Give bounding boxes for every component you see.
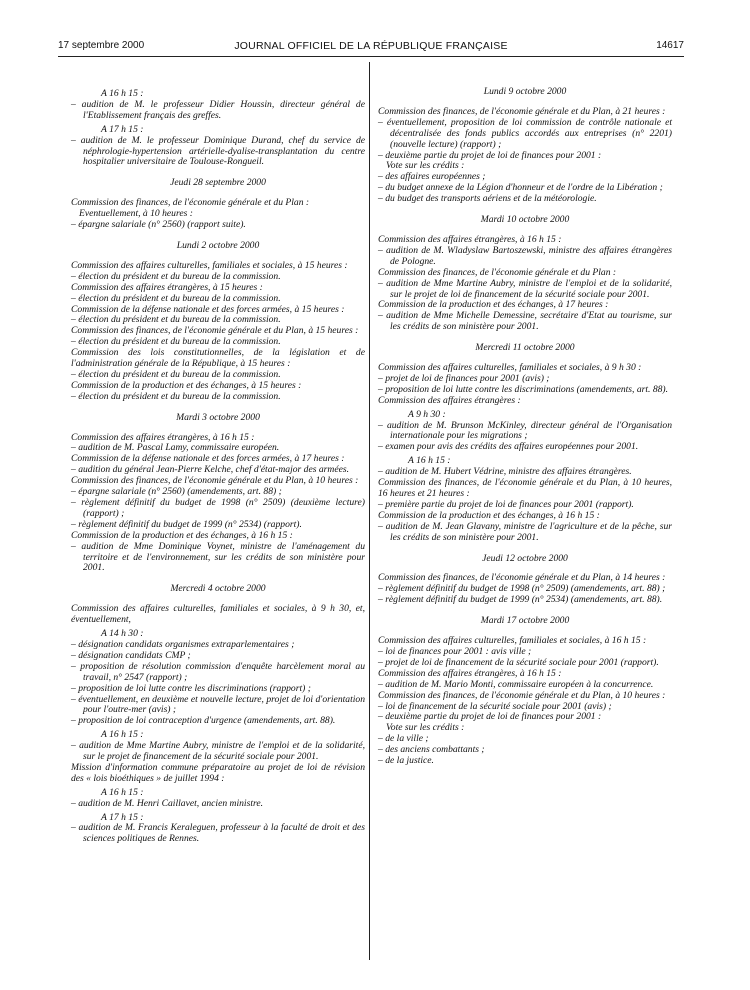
issue-date: 17 septembre 2000 bbox=[58, 40, 145, 51]
committee-heading: Commission de la production et des échanges, à 16 h 15 : bbox=[71, 529, 293, 541]
agenda-item: – audition du général Jean-Pierre Kelche, chef d'état-major des armées. bbox=[71, 464, 349, 476]
committee-heading: Commission des affaires culturelles, familiales et sociales, à 16 h 15 : bbox=[378, 635, 647, 647]
agenda-item: – deuxième partie du projet de loi de finances pour 2001 : bbox=[378, 149, 602, 161]
time-slot: A 16 h 15 : bbox=[101, 88, 144, 99]
agenda-item: – proposition de loi lutte contre les discriminations (rapport) ; bbox=[71, 682, 311, 694]
left-column bbox=[71, 86, 365, 845]
committee-heading: Commission des finances, de l'économie générale et du Plan, à 15 heures : bbox=[71, 325, 359, 337]
agenda-item: – des anciens combattants ; bbox=[378, 744, 485, 756]
committee-heading: Commission des finances, de l'économie générale et du Plan, à 14 heures : bbox=[378, 572, 666, 584]
agenda-item: – audition de Mme Martine Aubry, ministre de l'emploi et de la solidarité, sur le projet de loi de financement de la sécurité sociale pour 2001. bbox=[378, 277, 672, 300]
agenda-item: – audition de M. le professeur Dominique Durand, chef du service de néphrologie-hypertension artérielle-dyalise-transplantation du centre hospitalier universitaire de Toulouse-Rongueil. bbox=[71, 134, 365, 168]
session-date-heading: Jeudi 28 septembre 2000 bbox=[170, 177, 266, 189]
agenda-item: – règlement définitif du budget de 1998 (n° 2509) (deuxième lecture) (rapport) ; bbox=[71, 497, 365, 519]
session-date-heading: Lundi 2 octobre 2000 bbox=[176, 239, 260, 251]
agenda-item: – audition de M. Brunson McKinley, directeur général de l'Organisation internationale pour les migrations ; bbox=[378, 419, 672, 442]
agenda-item: – audition de M. Jean Glavany, ministre de l'agriculture et de la pêche, sur les crédits de son ministère pour 2001. bbox=[378, 520, 672, 543]
agenda-item: – élection du président et du bureau de la commission. bbox=[71, 292, 281, 304]
committee-heading: Commission des finances, de l'économie générale et du Plan, à 10 heures : bbox=[378, 689, 666, 701]
time-slot: A 17 h 15 : bbox=[101, 811, 144, 823]
agenda-item: – audition de M. Wladyslaw Bartoszewski, ministre des affaires étrangères de Pologne. bbox=[378, 244, 672, 267]
right-column bbox=[378, 87, 672, 767]
agenda-item: – éventuellement, en deuxième et nouvelle lecture, projet de loi d'orientation pour l'outre-mer (avis) ; bbox=[71, 693, 365, 716]
agenda-item: – élection du président et du bureau de la commission. bbox=[71, 314, 281, 326]
running-header bbox=[58, 40, 684, 54]
committee-heading: Commission de la production et des échanges, à 16 h 15 : bbox=[378, 509, 600, 521]
committee-heading: Commission des affaires étrangères, à 16 h 15 : bbox=[378, 667, 562, 679]
committee-heading: Commission des finances, de l'économie générale et du Plan, à 21 heures : bbox=[378, 105, 666, 117]
time-slot: A 17 h 15 : bbox=[101, 123, 144, 135]
committee-heading: Commission des lois constitutionnelles, de la législation et de l'administration générale de la République, à 15 heures : bbox=[71, 347, 365, 370]
agenda-item: – proposition de loi contraception d'urgence (amendements, art. 88). bbox=[71, 715, 336, 727]
agenda-note: Vote sur les crédits : bbox=[386, 160, 465, 172]
agenda-item: – règlement définitif du budget de 1999 (n° 2534) (rapport). bbox=[71, 518, 302, 530]
agenda-item: – de la ville ; bbox=[378, 733, 429, 745]
committee-heading: Commission des affaires culturelles, familiales et sociales, à 9 h 30, et, éventuellement, bbox=[71, 603, 365, 626]
agenda-item: – projet de loi de financement de la sécurité sociale pour 2001 (rapport). bbox=[378, 656, 659, 668]
agenda-item: – désignation candidats organismes extraparlementaires ; bbox=[71, 638, 295, 650]
committee-heading: Commission des affaires culturelles, familiales et sociales, à 15 heures : bbox=[71, 259, 348, 271]
session-date-heading: Mercredi 11 octobre 2000 bbox=[475, 342, 575, 354]
session-date-heading: Jeudi 12 octobre 2000 bbox=[482, 552, 568, 564]
agenda-item: – audition de M. Mario Monti, commissaire européen à la concurrence. bbox=[378, 678, 654, 690]
agenda-item: – audition de Mme Michelle Demessine, secrétaire d'Etat au tourisme, sur les crédits de son ministère pour 2001. bbox=[378, 310, 672, 333]
time-slot: A 14 h 30 : bbox=[101, 628, 144, 640]
agenda-item: – première partie du projet de loi de finances pour 2001 (rapport). bbox=[378, 498, 634, 510]
committee-heading: Commission de la défense nationale et des forces armées, à 17 heures : bbox=[71, 453, 345, 465]
committee-heading: Mission d'information commune préparatoire au projet de loi de révision des « lois bioéthiques » de juillet 1994 : bbox=[71, 761, 365, 784]
header-rule bbox=[58, 56, 684, 57]
agenda-item: – projet de loi de finances pour 2001 (avis) ; bbox=[378, 372, 550, 384]
agenda-note: Eventuellement, à 10 heures : bbox=[79, 208, 193, 220]
committee-heading: Commission des affaires culturelles, familiales et sociales, à 9 h 30 : bbox=[378, 362, 642, 374]
agenda-item: – de la justice. bbox=[378, 755, 434, 767]
committee-heading: Commission des affaires étrangères, à 15 heures : bbox=[71, 281, 263, 293]
column-divider bbox=[369, 62, 370, 960]
agenda-item: – du budget des transports aériens et de la météorologie. bbox=[378, 193, 597, 205]
agenda-item: – audition de M. Henri Caillavet, ancien ministre. bbox=[71, 797, 264, 809]
agenda-item: – épargne salariale (n° 2560) (amendements, art. 88) ; bbox=[71, 486, 282, 498]
committee-heading: Commission des finances, de l'économie générale et du Plan : bbox=[71, 197, 310, 209]
agenda-item: – loi de financement de la sécurité sociale pour 2001 (avis) ; bbox=[378, 700, 612, 712]
agenda-item: – deuxième partie du projet de loi de finances pour 2001 : bbox=[378, 711, 602, 723]
session-date-heading: Mardi 17 octobre 2000 bbox=[480, 615, 570, 627]
agenda-item: – examen pour avis des crédits des affaires européennes pour 2001. bbox=[378, 441, 639, 453]
agenda-item: – du budget annexe de la Légion d'honneur et de l'ordre de la Libération ; bbox=[378, 182, 663, 194]
committee-heading: Commission des affaires étrangères, à 16 h 15 : bbox=[378, 233, 562, 245]
agenda-item: – audition de M. Hubert Védrine, ministre des affaires étrangères. bbox=[378, 466, 632, 478]
committee-heading: Commission des affaires étrangères : bbox=[378, 394, 521, 406]
agenda-item: – audition de Mme Dominique Voynet, ministre de l'aménagement du territoire et de l'environnement, sur les crédits de son ministère pour 2001. bbox=[71, 540, 365, 574]
agenda-item: – élection du président et du bureau de la commission. bbox=[71, 368, 281, 380]
page-number: 14617 bbox=[656, 40, 684, 51]
committee-heading: Commission de la production et des échanges, à 17 heures : bbox=[378, 299, 609, 311]
agenda-item: – règlement définitif du budget de 1998 (n° 2509) (amendements, art. 88) ; bbox=[378, 583, 666, 595]
session-date-heading: Mercredi 4 octobre 2000 bbox=[170, 583, 266, 595]
committee-heading: Commission des finances, de l'économie générale et du Plan : bbox=[378, 266, 617, 278]
committee-heading: Commission de la production et des échanges, à 15 heures : bbox=[71, 379, 302, 391]
session-date-heading: Lundi 9 octobre 2000 bbox=[483, 86, 567, 97]
committee-heading: Commission des finances, de l'économie générale et du Plan, à 10 heures, 16 heures et 21 heures : bbox=[378, 477, 672, 499]
committee-heading: Commission des finances, de l'économie générale et du Plan, à 10 heures : bbox=[71, 475, 359, 487]
agenda-item: – élection du président et du bureau de la commission. bbox=[71, 336, 281, 348]
time-slot: A 16 h 15 : bbox=[101, 729, 144, 741]
time-slot: A 9 h 30 : bbox=[408, 408, 446, 420]
agenda-item: – épargne salariale (n° 2560) (rapport suite). bbox=[71, 219, 246, 231]
agenda-item: – proposition de résolution commission d'enquête harcèlement moral au travail, n° 2547 (rapport) ; bbox=[71, 660, 365, 683]
agenda-item: – désignation candidats CMP ; bbox=[71, 649, 191, 661]
agenda-item: – éventuellement, proposition de loi commission de contrôle nationale et décentralisée des fonds publics accordés aux entreprises (n° 2201) (nouvelle lecture) (rapport) ; bbox=[378, 116, 672, 150]
journal-title: JOURNAL OFFICIEL DE LA RÉPUBLIQUE FRANÇAISE bbox=[234, 40, 508, 52]
time-slot: A 16 h 15 : bbox=[101, 786, 144, 798]
committee-heading: Commission des affaires étrangères, à 16 h 15 : bbox=[71, 431, 255, 443]
committee-heading: Commission de la défense nationale et des forces armées, à 15 heures : bbox=[71, 303, 345, 315]
agenda-item: – audition de M. Francis Keraleguen, professeur à la faculté de droit et des sciences politiques de Rennes. bbox=[71, 822, 365, 845]
agenda-item: – élection du président et du bureau de la commission. bbox=[71, 270, 281, 282]
session-date-heading: Mardi 10 octobre 2000 bbox=[480, 214, 570, 226]
agenda-item: – loi de finances pour 2001 : avis ville ; bbox=[378, 645, 532, 657]
agenda-item: – audition de M. le professeur Didier Houssin, directeur général de l'Etablissement français des greffes. bbox=[71, 98, 365, 121]
time-slot: A 16 h 15 : bbox=[408, 455, 451, 467]
agenda-item: – règlement définitif du budget de 1999 (n° 2534) (amendements, art. 88). bbox=[378, 594, 663, 606]
agenda-item: – élection du président et du bureau de la commission. bbox=[71, 390, 281, 402]
agenda-item: – audition de M. Pascal Lamy, commissaire européen. bbox=[71, 442, 280, 454]
agenda-item: – audition de Mme Martine Aubry, ministre de l'emploi et de la solidarité, sur le projet de financement de la sécurité sociale pour 2001. bbox=[71, 740, 365, 763]
agenda-note: Vote sur les crédits : bbox=[386, 722, 465, 734]
agenda-item: – des affaires européennes ; bbox=[378, 171, 486, 183]
session-date-heading: Mardi 3 octobre 2000 bbox=[176, 411, 260, 423]
agenda-item: – proposition de loi lutte contre les discriminations (amendements, art. 88). bbox=[378, 383, 669, 395]
